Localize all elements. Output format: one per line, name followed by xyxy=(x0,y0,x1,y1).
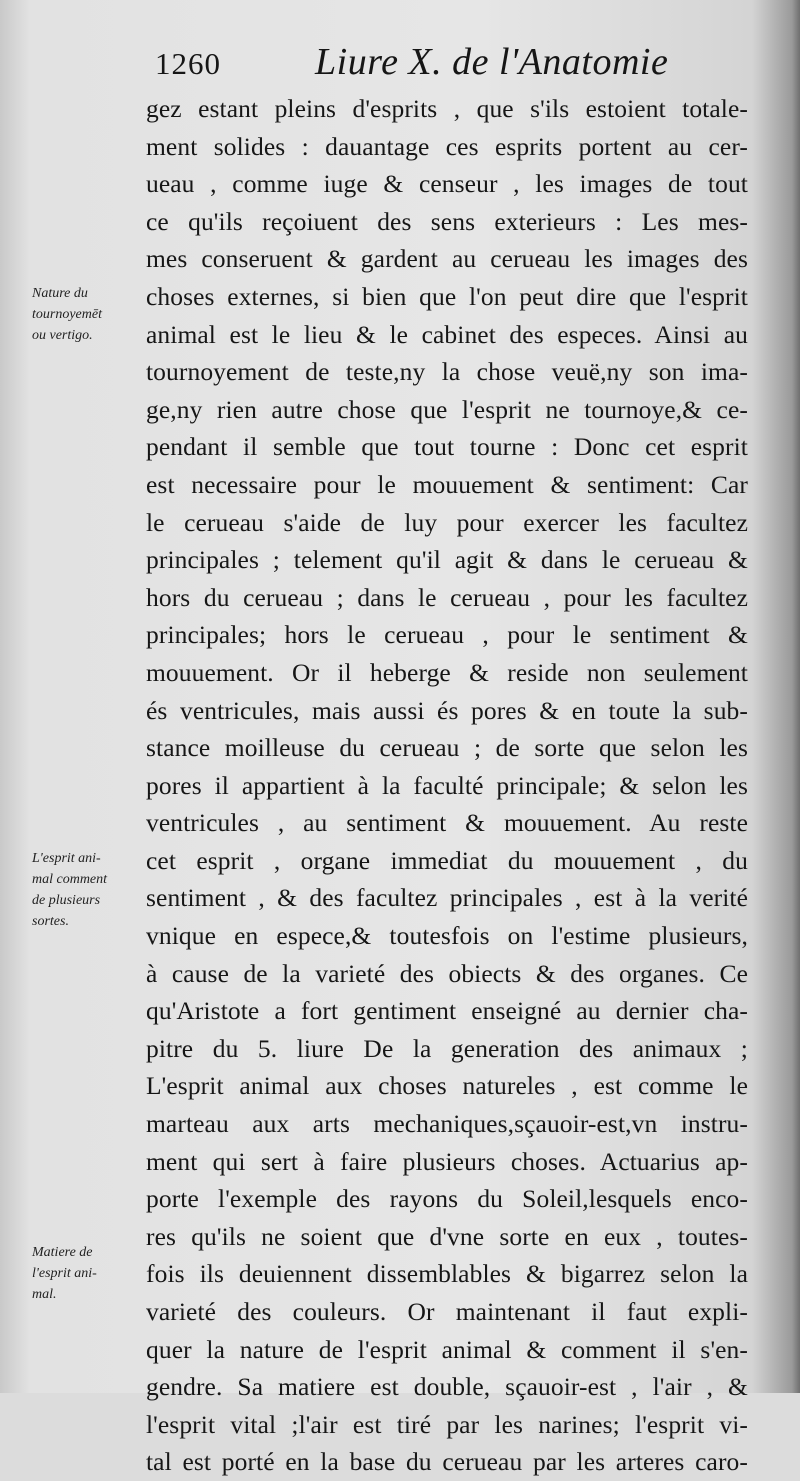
text-line: principales ; telement qu'il agit & dans le cerueau & xyxy=(146,545,748,575)
text-line: gendre. Sa matiere est double, sçauoir-est , l'air , & xyxy=(146,1372,748,1402)
text-line: principales; hors le cerueau , pour le sentiment & xyxy=(146,620,748,650)
text-line: stance moilleuse du cerueau ; de sorte que selon les xyxy=(146,733,748,763)
margin-note-line: tournoyemēt xyxy=(32,307,102,322)
margin-note-line: mal. xyxy=(32,1287,57,1302)
margin-note-matiere xyxy=(32,1242,150,1305)
text-line: tournoyement de teste,ny la chose veuë,ny son ima- xyxy=(146,357,748,387)
text-line: choses externes, si bien que l'on peut dire que l'esprit xyxy=(146,281,748,311)
text-line: pendant il semble que tout tourne : Donc cet esprit xyxy=(146,432,748,462)
margin-note-line: sortes. xyxy=(32,914,69,929)
margin-note-line: de plusieurs xyxy=(32,893,101,908)
text-line: ment qui sert à faire plusieurs choses. Actuarius ap- xyxy=(146,1146,748,1176)
margin-note-vertigo xyxy=(32,283,150,346)
text-line: l'esprit vital ;l'air est tiré par les narines; l'esprit vi- xyxy=(146,1409,748,1439)
text-line: hors du cerueau ; dans le cerueau , pour les facultez xyxy=(146,582,748,612)
page-number: 1260 xyxy=(155,46,221,81)
margin-note-line: ou vertigo. xyxy=(32,328,93,343)
text-line: varieté des couleurs. Or maintenant il faut expli- xyxy=(146,1297,748,1326)
body-text xyxy=(146,90,748,1481)
margin-note-line: mal comment xyxy=(32,872,108,887)
margin-note-esprit-animal xyxy=(32,848,150,932)
running-title: Liure X. de l'Anatomie xyxy=(315,41,669,83)
margin-note-line: Nature du xyxy=(32,286,88,301)
text-line: porte l'exemple des rayons du Soleil,lesquels enco- xyxy=(146,1184,748,1214)
text-line: tal est porté en la base du cerueau par les arteres caro- xyxy=(146,1447,748,1477)
text-line: quer la nature de l'esprit animal & comment il s'en- xyxy=(146,1334,748,1364)
text-line: sentiment , & des facultez principales , est à la verité xyxy=(146,883,748,913)
margin-note-line: Matiere de xyxy=(32,1245,93,1260)
text-line: ment solides : dauantage ces esprits portent au cer- xyxy=(146,131,748,161)
text-line: marteau aux arts mechaniques,sçauoir-est,vn instru- xyxy=(146,1109,748,1139)
text-line: le cerueau s'aide de luy pour exercer les facultez xyxy=(146,507,748,537)
text-line: à cause de la varieté des obiects & des organes. Ce xyxy=(146,958,748,988)
margin-note-line: l'esprit ani- xyxy=(32,1266,97,1281)
text-line: pitre du 5. liure De la generation des animaux ; xyxy=(146,1033,748,1063)
text-line: ventricules , au sentiment & mouuement. Au reste xyxy=(146,808,748,838)
text-line: est necessaire pour le mouuement & sentiment: Car xyxy=(146,469,748,499)
running-head xyxy=(155,38,669,88)
text-line: ce qu'ils reçoiuent des sens exterieurs : Les mes- xyxy=(146,206,748,236)
text-line: res qu'ils ne soient que d'vne sorte en eux , toutes- xyxy=(146,1221,748,1251)
margin-note-line: L'esprit ani- xyxy=(32,851,101,866)
text-line: mouuement. Or il heberge & reside non seulement xyxy=(146,657,748,687)
text-line: ge,ny rien autre chose que l'esprit ne tournoye,& ce- xyxy=(146,394,748,424)
text-line: vnique en espece,& toutesfois on l'estime plusieurs, xyxy=(146,921,748,951)
text-line: fois ils deuiennent dissemblables & bigarrez selon la xyxy=(146,1259,748,1289)
text-line: és ventricules, mais aussi és pores & en toute la sub- xyxy=(146,695,748,725)
text-line: mes conseruent & gardent au cerueau les images des xyxy=(146,244,748,274)
text-line: L'esprit animal aux choses natureles , est comme le xyxy=(146,1071,748,1101)
text-line: cet esprit , organe immediat du mouuement , du xyxy=(146,845,748,875)
text-line: pores il appartient à la faculté principale; & selon les xyxy=(146,770,748,800)
text-line: qu'Aristote a fort gentiment enseigné au dernier cha- xyxy=(146,996,748,1026)
text-line: ueau , comme iuge & censeur , les images de tout xyxy=(146,169,748,199)
text-line: animal est le lieu & le cabinet des especes. Ainsi au xyxy=(146,319,748,349)
text-line: gez estant pleins d'esprits , que s'ils estoient totale- xyxy=(146,94,748,123)
